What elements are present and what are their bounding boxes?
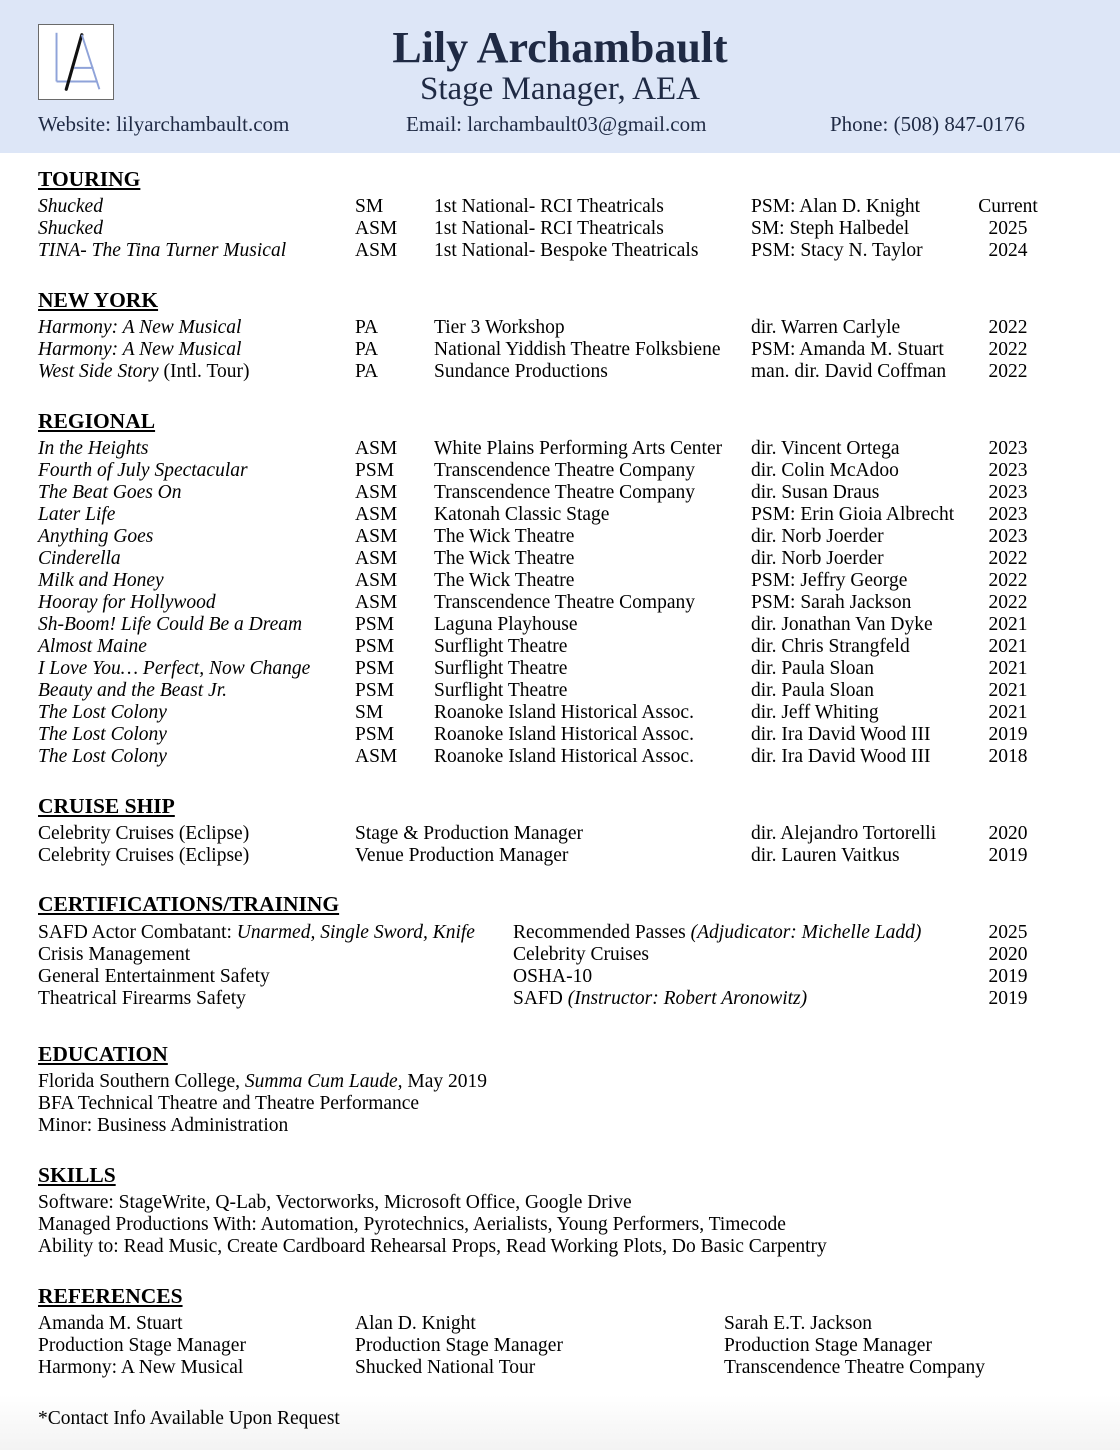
training-year: 2019 [988,966,1028,987]
credit-contact: dir. Jonathan Van Dyke [751,614,933,635]
training-organization [513,922,921,944]
credit-contact: dir. Ira David Wood III [751,724,931,745]
credit-company: 1st National- Bespoke Theatricals [434,240,699,261]
credit-contact: dir. Paula Sloan [751,658,874,679]
credit-show-title: Shucked [38,218,103,239]
reference-role: Production Stage Manager [38,1335,246,1356]
credit-company: The Wick Theatre [434,548,575,569]
credit-role: PSM [355,460,395,481]
credit-year: Current [978,196,1038,217]
credit-show-title: The Lost Colony [38,746,167,767]
training-year: 2025 [988,922,1028,943]
credit-show-title: Cinderella [38,548,121,569]
header-banner [0,0,1120,153]
reference-role: Production Stage Manager [724,1335,932,1356]
cruise-employer: Celebrity Cruises (Eclipse) [38,845,250,866]
training-cert-name: Crisis Management [38,944,191,965]
training-organization [513,966,592,988]
training-cert-name: Theatrical Firearms Safety [38,988,246,1009]
credit-show-title: Fourth of July Spectacular [38,460,248,481]
credit-show-title: Sh-Boom! Life Could Be a Dream [38,614,303,635]
credit-role: ASM [355,438,398,459]
credit-year: 2025 [988,218,1028,239]
credit-row [0,526,1120,548]
credit-show-title: Shucked [38,196,103,217]
training-year: 2020 [988,944,1028,965]
training-org-name: OSHA-10 [513,966,593,987]
credit-year: 2021 [988,614,1028,635]
education-school: Florida Southern College, [38,1071,245,1092]
section-title-references: REFERENCES [38,1284,183,1308]
credit-company: Transcendence Theatre Company [434,592,696,613]
credit-role: PA [355,317,379,338]
credit-role: ASM [355,592,398,613]
credit-role: PSM [355,680,395,701]
credit-show-title: Beauty and the Beast Jr. [38,680,227,701]
credit-company: Laguna Playhouse [434,614,578,635]
credit-company: Surflight Theatre [434,658,568,679]
credit-show [38,482,182,504]
footnote: *Contact Info Available Upon Request [38,1408,340,1429]
credit-company: Transcendence Theatre Company [434,482,696,503]
credit-contact: PSM: Sarah Jackson [751,592,912,613]
section-title-regional: REGIONAL [38,409,156,433]
credit-year: 2018 [988,746,1028,767]
reference-org: Transcendence Theatre Company [724,1357,986,1378]
education-date: May 2019 [402,1071,488,1092]
credit-row [0,614,1120,636]
credit-year: 2022 [988,317,1028,338]
training-org-name: Celebrity Cruises [513,944,649,965]
credit-row [0,636,1120,658]
credit-row [0,218,1120,240]
credit-show [38,680,227,702]
credit-row [0,482,1120,504]
credit-role: PSM [355,658,395,679]
credit-row [0,504,1120,526]
training-row [0,966,1120,988]
credit-role: PSM [355,724,395,745]
credit-role: PSM [355,636,395,657]
credit-company: Roanoke Island Historical Assoc. [434,724,694,745]
credit-show [38,196,103,218]
credit-show-title: Harmony: A New Musical [38,339,242,360]
training-row [0,944,1120,966]
section-title-training: CERTIFICATIONS/TRAINING [38,892,340,916]
reference-org: Harmony: A New Musical [38,1357,244,1378]
credit-contact: dir. Jeff Whiting [751,702,879,723]
credit-show-title: In the Heights [38,438,149,459]
skills-line: Software: StageWrite, Q-Lab, Vectorworks, Microsoft Office, Google Drive [38,1192,632,1213]
credit-year: 2024 [988,240,1028,261]
credit-show-title: The Lost Colony [38,724,167,745]
cruise-row [0,845,1120,867]
credit-year: 2023 [988,460,1028,481]
cruise-position: Stage & Production Manager [355,823,583,844]
credit-row [0,702,1120,724]
credit-contact: dir. Warren Carlyle [751,317,901,338]
training-certification [38,922,475,944]
reference-role: Production Stage Manager [355,1335,563,1356]
training-cert-name: SAFD Actor Combatant: [38,922,237,943]
credit-show-title: The Beat Goes On [38,482,182,503]
training-cert-detail: Unarmed, Single Sword, Knife [236,922,475,943]
credit-company: National Yiddish Theatre Folksbiene [434,339,721,360]
credit-year: 2021 [988,658,1028,679]
credit-show [38,438,148,460]
resume-title: Stage Manager, AEA [419,71,701,107]
training-year: 2019 [988,988,1028,1009]
credit-company: Surflight Theatre [434,680,568,701]
credit-show [38,218,103,240]
email-text: Email: larchambault03@gmail.com [406,112,707,136]
education-degree: BFA Technical Theatre and Theatre Performance [38,1093,420,1114]
credit-company: Transcendence Theatre Company [434,460,696,481]
credit-row [0,592,1120,614]
cruise-position: Venue Production Manager [355,845,569,866]
website-text: Website: lilyarchambault.com [38,112,290,136]
credit-show [38,614,302,636]
credit-contact: dir. Colin McAdoo [751,460,899,481]
credit-row [0,240,1120,262]
reference-name: Sarah E.T. Jackson [724,1313,873,1334]
credit-show [38,548,121,570]
credit-show [38,361,250,383]
credit-company: Katonah Classic Stage [434,504,610,525]
phone-text: Phone: (508) 847-0176 [830,112,1025,136]
credit-contact: PSM: Alan D. Knight [751,196,921,217]
training-organization [513,944,649,966]
credit-show [38,526,153,548]
credit-contact: dir. Norb Joerder [751,548,884,569]
reference-name: Amanda M. Stuart [38,1313,183,1334]
training-row [0,988,1120,1010]
credit-year: 2023 [988,526,1028,547]
credit-row [0,196,1120,218]
cruise-year: 2019 [988,845,1028,866]
credit-role: SM [355,196,384,217]
credit-show [38,317,241,339]
credit-row [0,658,1120,680]
credit-row [0,460,1120,482]
education-school-line [38,1071,487,1093]
credit-show [38,636,147,658]
cruise-employer: Celebrity Cruises (Eclipse) [38,823,250,844]
training-organization [513,988,807,1010]
credit-show-title: Later Life [38,504,116,525]
credit-role: ASM [355,218,398,239]
credit-show-note: (Intl. Tour) [158,361,250,382]
cruise-contact: dir. Lauren Vaitkus [751,845,900,866]
credit-company: The Wick Theatre [434,526,575,547]
credit-year: 2021 [988,702,1028,723]
credit-company: The Wick Theatre [434,570,575,591]
credit-year: 2021 [988,636,1028,657]
credit-role: ASM [355,570,398,591]
credit-show [38,592,216,614]
credit-contact: dir. Chris Strangfeld [751,636,910,657]
credit-show [38,702,167,724]
training-org-name: SAFD [513,988,568,1009]
credit-show [38,746,167,768]
credit-year: 2022 [988,570,1028,591]
credit-row [0,361,1120,383]
credit-contact: PSM: Amanda M. Stuart [751,339,944,360]
credit-year: 2022 [988,592,1028,613]
credit-company: Sundance Productions [434,361,608,382]
credit-company: 1st National- RCI Theatricals [434,196,664,217]
skills-line: Ability to: Read Music, Create Cardboard Rehearsal Props, Read Working Plots, Do Basic Carpentry [38,1236,827,1257]
credit-year: 2019 [988,724,1028,745]
credit-contact: dir. Vincent Ortega [751,438,900,459]
credit-role: PA [355,361,379,382]
credit-show [38,504,115,526]
skills-line: Managed Productions With: Automation, Pyrotechnics, Aerialists, Young Performers, Timecode [38,1214,786,1235]
credit-show-title: TINA- The Tina Turner Musical [38,240,287,261]
education-minor: Minor: Business Administration [38,1115,289,1136]
credit-year: 2021 [988,680,1028,701]
training-org-detail: (Adjudicator: Michelle Ladd) [690,922,922,943]
credit-year: 2023 [988,504,1028,525]
credit-show [38,724,167,746]
credit-company: White Plains Performing Arts Center [434,438,723,459]
credit-show-title: Anything Goes [38,526,154,547]
credit-show-title: I Love You… Perfect, Now Change [38,658,311,679]
credit-show-title: Hooray for Hollywood [38,592,216,613]
credit-show-title: Almost Maine [38,636,147,657]
cruise-row [0,823,1120,845]
credit-company: Roanoke Island Historical Assoc. [434,746,694,767]
reference-name: Alan D. Knight [355,1313,476,1334]
credit-contact: dir. Paula Sloan [751,680,874,701]
section-title-skills: SKILLS [38,1163,116,1187]
credit-contact: man. dir. David Coffman [751,361,947,382]
credit-role: ASM [355,482,398,503]
credit-company: Surflight Theatre [434,636,568,657]
cruise-contact: dir. Alejandro Tortorelli [751,823,937,844]
credit-row [0,724,1120,746]
credit-contact: dir. Ira David Wood III [751,746,931,767]
credit-row [0,438,1120,460]
training-certification [38,988,246,1010]
credit-contact: PSM: Stacy N. Taylor [751,240,923,261]
credit-company: Tier 3 Workshop [434,317,565,338]
credit-row [0,680,1120,702]
credit-show [38,240,286,262]
credit-contact: PSM: Erin Gioia Albrecht [751,504,955,525]
credit-role: PA [355,339,379,360]
credit-row [0,339,1120,361]
credit-year: 2022 [988,339,1028,360]
credit-show-title: West Side Story [38,361,159,382]
training-certification [38,966,270,988]
credit-company: Roanoke Island Historical Assoc. [434,702,694,723]
section-title-cruise-ship: CRUISE SHIP [38,794,175,818]
training-org-name: Recommended Passes [513,922,691,943]
credit-role: SM [355,702,384,723]
credit-year: 2023 [988,438,1028,459]
section-title-new-york: NEW YORK [38,288,159,312]
credit-row [0,548,1120,570]
credit-year: 2022 [988,548,1028,569]
credit-contact: PSM: Jeffry George [751,570,908,591]
credit-role: ASM [355,504,398,525]
credit-row [0,746,1120,768]
credit-role: ASM [355,746,398,767]
credit-show [38,570,164,592]
cruise-year: 2020 [988,823,1028,844]
credit-role: ASM [355,240,398,261]
training-org-detail: (Instructor: Robert Aronowitz) [567,988,808,1009]
credit-contact: SM: Steph Halbedel [751,218,910,239]
credit-year: 2022 [988,361,1028,382]
credit-contact: dir. Susan Draus [751,482,880,503]
training-certification [38,944,190,966]
resume-name: Lily Archambault [392,23,728,72]
credit-show-title: The Lost Colony [38,702,167,723]
credit-role: PSM [355,614,395,635]
education-honors: Summa Cum Laude, [244,1071,403,1092]
credit-role: ASM [355,526,398,547]
credit-show [38,460,248,482]
training-cert-name: General Entertainment Safety [38,966,270,987]
credit-row [0,570,1120,592]
credit-row [0,317,1120,339]
credit-contact: dir. Norb Joerder [751,526,884,547]
section-title-education: EDUCATION [38,1042,168,1066]
credit-show-title: Harmony: A New Musical [38,317,242,338]
reference-org: Shucked National Tour [355,1357,536,1378]
credit-company: 1st National- RCI Theatricals [434,218,664,239]
credit-show [38,658,310,680]
credit-year: 2023 [988,482,1028,503]
training-row [0,922,1120,944]
credit-role: ASM [355,548,398,569]
credit-show-title: Milk and Honey [38,570,164,591]
section-title-touring: TOURING [38,167,141,191]
credit-show [38,339,241,361]
